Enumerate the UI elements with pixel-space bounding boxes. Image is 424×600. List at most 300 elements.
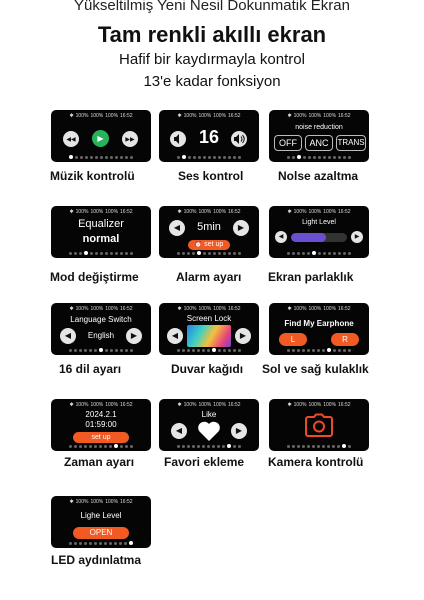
page-dot: [95, 252, 98, 255]
page-dot: [338, 156, 341, 159]
right-battery: 100%: [198, 306, 212, 312]
page-dot: [177, 156, 180, 159]
page-dot: [197, 445, 200, 448]
page-dot: [74, 252, 77, 255]
page-dots: [269, 155, 369, 159]
page-dot: [188, 156, 191, 159]
status-bar: [269, 402, 369, 408]
page-dot: [207, 349, 210, 352]
bluetooth-icon: ✱: [287, 113, 292, 119]
case-battery: 100%: [213, 209, 227, 215]
right-battery: 100%: [90, 113, 104, 119]
heart-icon[interactable]: [197, 420, 221, 447]
status-bar: [159, 209, 259, 215]
brightness-title: Light Level: [302, 219, 336, 226]
page-dot: [99, 542, 102, 545]
caption-language: 16 dil ayarı: [59, 362, 122, 376]
language-title: Language Switch: [70, 315, 132, 324]
page-dot: [202, 349, 205, 352]
camera-screen: [269, 399, 369, 451]
page-dot: [104, 542, 107, 545]
page-dot: [89, 445, 92, 448]
page-dot: [182, 155, 186, 159]
page-dot: [213, 252, 216, 255]
equalizer-screen: [51, 206, 151, 258]
page-dot: [333, 156, 336, 159]
bluetooth-icon: ✱: [287, 402, 292, 408]
status-bar: [51, 306, 151, 312]
page-dot: [307, 445, 310, 448]
right-battery: 100%: [198, 209, 212, 215]
favorite-screen: [159, 399, 259, 451]
page-dot: [218, 349, 221, 352]
page-dot: [322, 445, 325, 448]
bluetooth-icon: ✱: [177, 113, 182, 119]
page-dot: [119, 542, 122, 545]
alarm-value: 5min: [197, 221, 221, 233]
page-dot: [327, 445, 330, 448]
caption-favorite: Favori ekleme: [164, 455, 245, 469]
page-dot: [343, 156, 346, 159]
bluetooth-icon: ✱: [69, 499, 74, 505]
page-dot: [228, 349, 231, 352]
left-battery: 100%: [75, 499, 89, 505]
right-battery: 100%: [308, 306, 322, 312]
page-dot: [105, 156, 108, 159]
page-dot: [328, 156, 331, 159]
alarm-clock-icon: ⏰: [194, 242, 203, 248]
headline-title: Tam renkli akıllı ekran: [97, 22, 327, 47]
noise-off-button[interactable]: OFF: [274, 135, 302, 151]
page-dot: [338, 252, 341, 255]
status-bar: [269, 113, 369, 119]
page-dots: [51, 444, 151, 448]
time-clock: 01:59:00: [85, 420, 117, 429]
page-dot: [84, 349, 87, 352]
language-value: English: [87, 331, 115, 340]
page-dot: [238, 349, 241, 352]
music-control-screen: [51, 110, 151, 162]
wallpaper-screen: [159, 303, 259, 355]
bluetooth-icon: ✱: [177, 209, 182, 215]
page-dot: [197, 251, 201, 255]
alarm-setup-button[interactable]: ⏰ set up: [188, 240, 230, 250]
bluetooth-icon: ✱: [69, 209, 74, 215]
favorite-prev-icon[interactable]: ◀: [171, 423, 187, 439]
page-dot: [80, 156, 83, 159]
page-dot: [222, 445, 225, 448]
page-dot: [109, 542, 112, 545]
find-earphone-screen: [269, 303, 369, 355]
page-dot: [228, 252, 231, 255]
wallpaper-next-icon[interactable]: ▶: [235, 328, 251, 344]
page-dot: [312, 251, 316, 255]
page-dot: [297, 155, 301, 159]
page-dot: [343, 349, 346, 352]
page-dot: [124, 542, 127, 545]
page-dot: [115, 156, 118, 159]
page-dot: [238, 252, 241, 255]
language-screen: [51, 303, 151, 355]
page-dot: [287, 349, 290, 352]
status-bar: [51, 402, 151, 408]
page-dot: [198, 156, 201, 159]
camera-icon[interactable]: [305, 413, 333, 442]
page-dot: [105, 349, 108, 352]
page-dot: [218, 252, 221, 255]
page-dots: [159, 444, 259, 448]
page-dot: [182, 445, 185, 448]
status-time: 16:52: [228, 306, 241, 312]
headline-subtitle-2: 13'e kadar fonksiyon: [143, 73, 281, 90]
time-setting-screen: [51, 399, 151, 451]
page-dot: [84, 251, 88, 255]
page-dot: [94, 349, 97, 352]
page-dot: [89, 349, 92, 352]
page-dot: [292, 349, 295, 352]
page-dot: [207, 445, 210, 448]
page-dot: [332, 445, 335, 448]
language-next-icon[interactable]: ▶: [126, 328, 142, 344]
page-dot: [99, 445, 102, 448]
right-battery: 100%: [90, 306, 104, 312]
status-bar: [51, 113, 151, 119]
page-dot: [105, 252, 108, 255]
brightness-up-icon[interactable]: ▶: [351, 231, 363, 243]
page-dot: [120, 445, 123, 448]
left-battery: 100%: [183, 113, 197, 119]
page-dot: [99, 348, 103, 352]
page-dot: [130, 445, 133, 448]
bluetooth-icon: ✱: [69, 306, 74, 312]
page-dot: [125, 156, 128, 159]
page-dot: [182, 252, 185, 255]
left-battery: 100%: [293, 402, 307, 408]
page-dot: [187, 349, 190, 352]
case-battery: 100%: [213, 306, 227, 312]
status-time: 16:52: [120, 306, 133, 312]
page-dot: [348, 349, 351, 352]
page-dot: [125, 349, 128, 352]
status-bar: [269, 306, 369, 312]
case-battery: 100%: [213, 402, 227, 408]
equalizer-value: normal: [82, 233, 120, 245]
bluetooth-icon: ✱: [177, 306, 182, 312]
page-dot: [115, 252, 118, 255]
previous-track-icon[interactable]: ◀◀: [63, 131, 79, 147]
page-dot: [130, 349, 133, 352]
right-battery: 100%: [90, 499, 104, 505]
page-dot: [312, 349, 315, 352]
page-dot: [110, 252, 113, 255]
page-dot: [90, 156, 93, 159]
page-dot: [193, 156, 196, 159]
page-dot: [323, 156, 326, 159]
brightness-down-icon[interactable]: ◀: [275, 231, 287, 243]
caption-noise: Nolse azaltma: [278, 169, 359, 183]
right-battery: 100%: [198, 402, 212, 408]
case-battery: 100%: [323, 113, 337, 119]
page-dot: [297, 252, 300, 255]
page-dot: [95, 156, 98, 159]
page-dot: [307, 252, 310, 255]
status-time: 16:52: [338, 113, 351, 119]
page-dot: [79, 252, 82, 255]
page-dot: [343, 252, 346, 255]
page-dot: [287, 156, 290, 159]
page-dot: [342, 444, 346, 448]
page-dot: [317, 445, 320, 448]
page-dot: [212, 445, 215, 448]
led-open-button[interactable]: OPEN: [73, 527, 129, 539]
page-dot: [74, 542, 77, 545]
page-dot: [302, 252, 305, 255]
page-dot: [74, 445, 77, 448]
status-bar: [159, 402, 259, 408]
page-dot: [233, 349, 236, 352]
status-bar: [269, 209, 369, 215]
favorite-title: Like: [201, 410, 217, 419]
page-dot: [84, 445, 87, 448]
page-dot: [182, 349, 185, 352]
page-dot: [177, 252, 180, 255]
time-setup-button[interactable]: set up: [73, 432, 129, 443]
page-dot: [125, 445, 128, 448]
bluetooth-icon: ✱: [69, 402, 74, 408]
page-dot: [100, 252, 103, 255]
case-battery: 100%: [105, 209, 119, 215]
wallpaper-preview-image[interactable]: [187, 325, 231, 347]
page-dot: [212, 348, 216, 352]
wallpaper-prev-icon[interactable]: ◀: [167, 328, 183, 344]
next-track-icon[interactable]: ▶▶: [122, 131, 138, 147]
page-dot: [302, 349, 305, 352]
page-dot: [109, 445, 112, 448]
page-dot: [125, 252, 128, 255]
page-dot: [208, 252, 211, 255]
volume-value: 16: [198, 127, 220, 147]
led-title: Lighe Level: [80, 511, 122, 520]
right-battery: 100%: [308, 113, 322, 119]
caption-volume: Ses kontrol: [178, 169, 244, 183]
page-dot: [74, 349, 77, 352]
page-dot: [187, 252, 190, 255]
page-dot: [333, 252, 336, 255]
noise-anc-button[interactable]: ANC: [305, 135, 333, 151]
page-dot: [177, 445, 180, 448]
status-time: 16:52: [338, 209, 351, 215]
page-dot: [79, 542, 82, 545]
find-right-button[interactable]: R: [331, 333, 359, 346]
page-dots: [269, 444, 369, 448]
page-dot: [114, 444, 118, 448]
status-bar: [51, 499, 151, 505]
right-battery: 100%: [308, 402, 322, 408]
status-time: 16:52: [338, 306, 351, 312]
status-bar: [159, 113, 259, 119]
page-dots: [269, 251, 369, 255]
page-dot: [292, 156, 295, 159]
page-dot: [287, 252, 290, 255]
page-dot: [317, 349, 320, 352]
page-dot: [303, 156, 306, 159]
volume-control-screen: [159, 110, 259, 162]
page-dot: [338, 349, 341, 352]
volume-up-speaker-icon[interactable]: [231, 131, 247, 147]
page-dot: [130, 156, 133, 159]
left-battery: 100%: [75, 402, 89, 408]
page-dot: [313, 156, 316, 159]
page-dot: [337, 445, 340, 448]
right-battery: 100%: [90, 402, 104, 408]
page-dots: [159, 348, 259, 352]
language-prev-icon[interactable]: ◀: [60, 328, 76, 344]
noise-trans-button[interactable]: TRANS: [336, 135, 366, 151]
page-dot: [114, 542, 117, 545]
page-dot: [75, 156, 78, 159]
favorite-next-icon[interactable]: ▶: [231, 423, 247, 439]
caption-mode: Mod değiştirme: [50, 270, 139, 284]
headline-subtitle-1: Hafif bir kaydırmayla kontrol: [119, 51, 305, 68]
page-dot: [110, 349, 113, 352]
noise-reduction-screen: [269, 110, 369, 162]
page-dot: [69, 252, 72, 255]
brightness-screen: [269, 206, 369, 258]
page-dot: [84, 542, 87, 545]
page-dots: [51, 251, 151, 255]
left-battery: 100%: [293, 113, 307, 119]
left-battery: 100%: [293, 209, 307, 215]
page-dot: [69, 542, 72, 545]
page-dot: [287, 445, 290, 448]
case-battery: 100%: [105, 402, 119, 408]
page-dot: [202, 445, 205, 448]
page-dots: [159, 155, 259, 159]
page-dot: [292, 445, 295, 448]
page-dot: [327, 348, 331, 352]
page-dot: [318, 252, 321, 255]
time-date: 2024.2.1: [85, 410, 117, 419]
left-battery: 100%: [293, 306, 307, 312]
caption-music: Müzik kontrolü: [50, 169, 135, 183]
page-dot: [192, 252, 195, 255]
page-dot: [348, 252, 351, 255]
page-dot: [203, 252, 206, 255]
noise-title: noise reduction: [295, 124, 343, 131]
case-battery: 100%: [105, 499, 119, 505]
page-dot: [307, 349, 310, 352]
bluetooth-icon: ✱: [287, 306, 292, 312]
page-dot: [323, 252, 326, 255]
page-dot: [292, 252, 295, 255]
play-icon[interactable]: ▶: [92, 130, 109, 147]
find-left-button[interactable]: L: [279, 333, 307, 346]
wallpaper-title: Screen Lock: [186, 314, 232, 323]
page-dot: [90, 252, 93, 255]
caption-wallpaper: Duvar kağıdı: [171, 362, 244, 376]
case-battery: 100%: [105, 306, 119, 312]
page-dot: [218, 156, 221, 159]
page-dot: [217, 445, 220, 448]
right-battery: 100%: [198, 113, 212, 119]
status-bar: [159, 306, 259, 312]
page-dot: [308, 156, 311, 159]
page-dot: [79, 445, 82, 448]
case-battery: 100%: [105, 113, 119, 119]
page-dot: [130, 252, 133, 255]
page-dot: [197, 349, 200, 352]
page-dot: [333, 349, 336, 352]
page-dot: [187, 445, 190, 448]
alarm-prev-icon[interactable]: ◀: [169, 220, 185, 236]
caption-time: Zaman ayarı: [64, 455, 135, 469]
headline-top: Yükseltilmiş Yeni Nesil Dokunmatik Ekran: [74, 0, 350, 14]
right-battery: 100%: [90, 209, 104, 215]
case-battery: 100%: [323, 402, 337, 408]
alarm-next-icon[interactable]: ▶: [233, 220, 249, 236]
status-bar: [51, 209, 151, 215]
case-battery: 100%: [323, 306, 337, 312]
page-dot: [208, 156, 211, 159]
page-dot: [120, 252, 123, 255]
status-time: 16:52: [338, 402, 351, 408]
page-dot: [348, 445, 351, 448]
page-dots: [51, 541, 151, 545]
page-dot: [297, 445, 300, 448]
equalizer-title: Equalizer: [78, 218, 124, 230]
bluetooth-icon: ✱: [69, 113, 74, 119]
page-dot: [213, 156, 216, 159]
bluetooth-icon: ✱: [287, 209, 292, 215]
status-time: 16:52: [228, 113, 241, 119]
status-time: 16:52: [120, 113, 133, 119]
caption-brightness: Ekran parlaklık: [268, 270, 354, 284]
page-dot: [192, 349, 195, 352]
page-dot: [233, 445, 236, 448]
left-battery: 100%: [183, 306, 197, 312]
page-dots: [159, 251, 259, 255]
caption-camera: Kamera kontrolü: [268, 455, 364, 469]
right-battery: 100%: [308, 209, 322, 215]
page-dot: [328, 252, 331, 255]
left-battery: 100%: [75, 113, 89, 119]
page-dot: [223, 252, 226, 255]
page-dot: [94, 445, 97, 448]
caption-find: Sol ve sağ kulaklık: [262, 362, 369, 376]
caption-alarm: Alarm ayarı: [176, 270, 242, 284]
page-dot: [110, 156, 113, 159]
page-dot: [238, 156, 241, 159]
page-dot: [89, 542, 92, 545]
page-dot: [69, 445, 72, 448]
case-battery: 100%: [213, 113, 227, 119]
page-dot: [233, 156, 236, 159]
left-battery: 100%: [75, 306, 89, 312]
page-dot: [348, 156, 351, 159]
page-dot: [227, 444, 231, 448]
page-dot: [302, 445, 305, 448]
bluetooth-icon: ✱: [177, 402, 182, 408]
page-dots: [51, 348, 151, 352]
page-dot: [312, 445, 315, 448]
brightness-slider[interactable]: [291, 233, 347, 242]
page-dot: [228, 156, 231, 159]
page-dots: [269, 348, 369, 352]
page-dot: [115, 349, 118, 352]
page-dot: [318, 156, 321, 159]
page-dot: [69, 349, 72, 352]
page-dot: [104, 445, 107, 448]
